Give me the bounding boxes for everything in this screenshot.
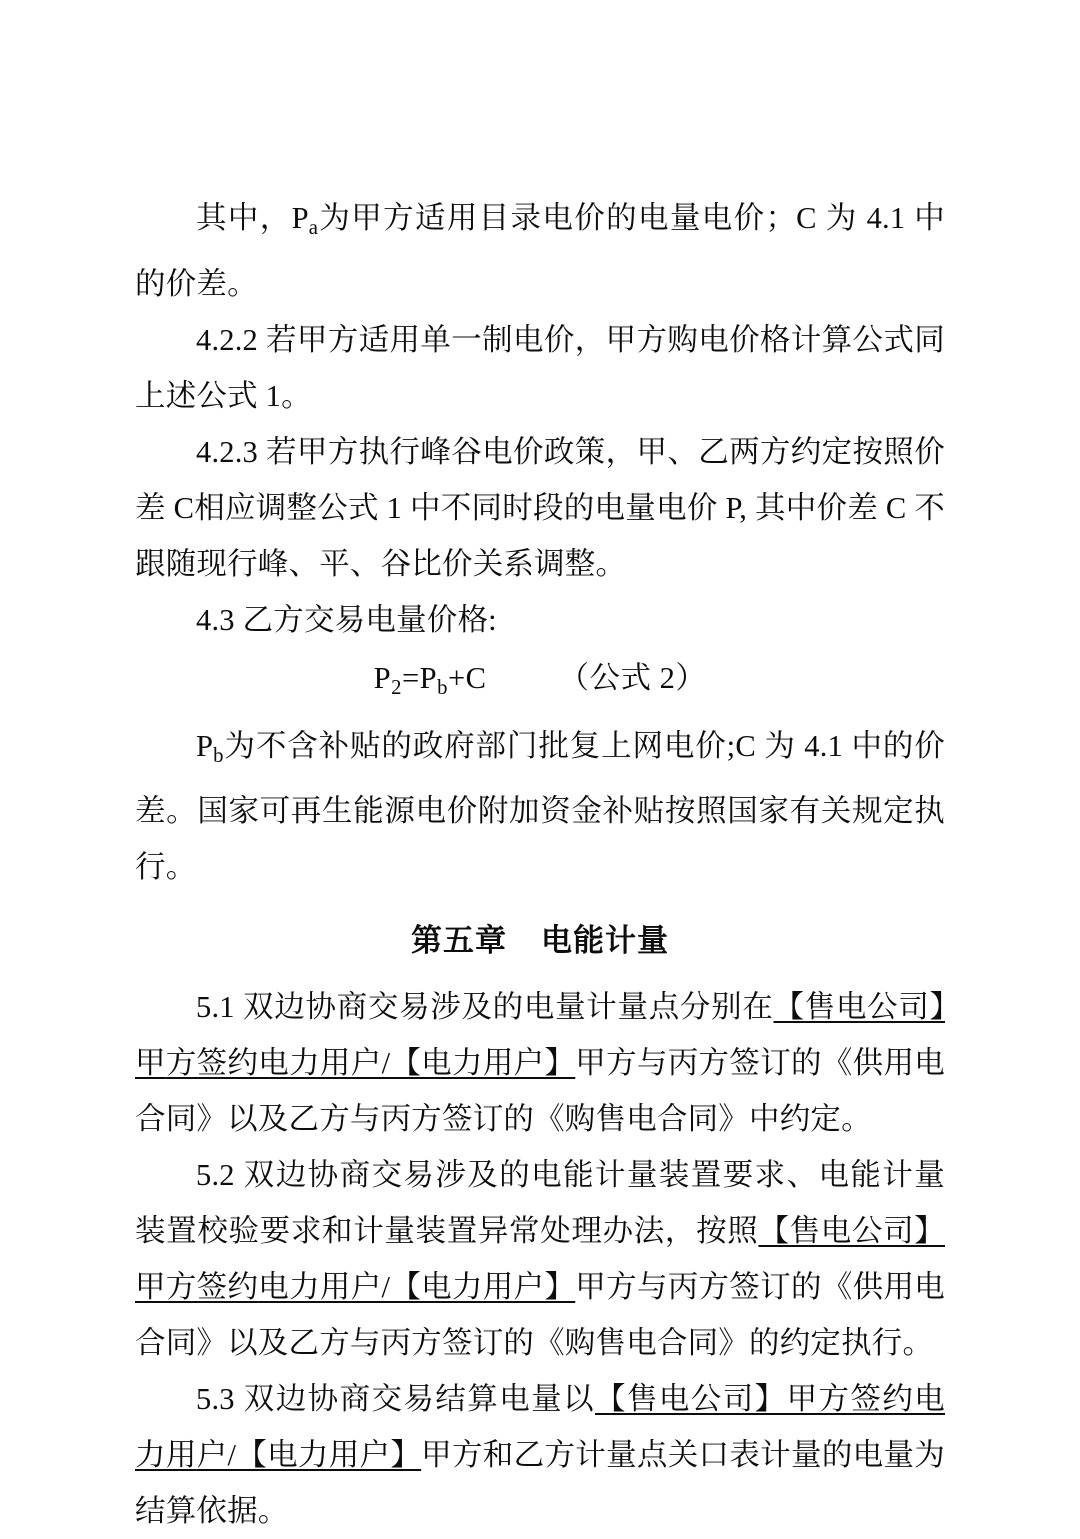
text-run: 相应调整公式 1 中不同时段的电量电价 P, 其中价差 C 不跟随现 <box>135 490 945 581</box>
text-run: 国家可再生能源电价附加资金补贴按照国家有关规定执行。 <box>135 794 945 885</box>
text-run: 4.2.3 若甲方执行峰谷电价政策，甲、乙两方约定按照价差 C <box>135 434 945 525</box>
chapter-number: 第五章 <box>411 923 507 959</box>
placeholder-underline: 【售电公司】甲方签约 <box>135 1214 945 1305</box>
text-run: 5.1 双边协商交易涉及的电量计量点分别在 <box>196 990 774 1025</box>
text-run: 5.2 双边协商交易涉及的电能计量装置要求、电能计量装置 <box>135 1158 945 1249</box>
document-body <box>135 190 945 1539</box>
text-run: +C <box>447 660 487 695</box>
subscript-b: b <box>213 744 224 767</box>
text-run: 甲方与丙方签订的《供用电合同》以及 <box>135 1270 945 1361</box>
text-run: 行峰、平、谷比价关系调整。 <box>227 546 627 581</box>
paragraph-formula1-note <box>135 190 945 312</box>
subscript-a: a <box>308 216 319 239</box>
clause-5-1 <box>135 979 945 1147</box>
placeholder-underline: 【售电公司】甲方签约电力用 <box>135 1382 946 1473</box>
formula-2 <box>135 650 945 716</box>
clause-5-2 <box>135 1147 945 1371</box>
placeholder-underline: 户/【电力用户】 <box>196 1438 422 1473</box>
text-run: 乙方与丙方签订的《购售电合同》的约定执行。 <box>288 1326 934 1361</box>
text-run: 为不含补贴的政府部门批复上网电价;C 为 4.1 中的价差。 <box>135 728 945 829</box>
placeholder-underline: 方签约电力用户/【电力用户】 <box>165 1046 576 1081</box>
text-run: 述公式 1。 <box>165 378 312 413</box>
placeholder-underline: 【售电公司】甲 <box>135 990 946 1081</box>
text-run: P <box>196 728 214 763</box>
text-run: 甲方与丙方签订的《供用电合同》 <box>135 1046 945 1137</box>
text-run: 为甲方适用目录电价的电量电价；C 为 4.1 中的价 <box>135 201 945 301</box>
clause-5-3 <box>135 1371 945 1539</box>
formula-label: （公式 2） <box>558 660 707 695</box>
text-run: 其中，P <box>196 201 309 235</box>
text-run: P <box>373 660 392 695</box>
paragraph-pb-note <box>135 718 945 896</box>
text-run: =P <box>401 660 438 695</box>
text-run: 甲方和乙方计量点关口表计量的电量为结算依 <box>135 1438 945 1529</box>
chapter-title-text: 电能计量 <box>541 923 669 959</box>
placeholder-underline: 电力用户/【电力用户】 <box>258 1270 576 1305</box>
paragraph-4-2-2 <box>135 312 945 424</box>
text-run: 以及乙方与丙方签订的《购售电合同》中约定。 <box>227 1102 872 1137</box>
paragraph-4-3 <box>135 592 945 648</box>
text-run: 差。 <box>196 266 258 301</box>
chapter-heading <box>135 913 945 969</box>
text-run: 据。 <box>227 1494 289 1529</box>
subscript-2: 2 <box>391 676 402 699</box>
text-run: 4.3 乙方交易电量价格: <box>196 602 497 637</box>
text-run: 5.3 双边协商交易结算电量以 <box>196 1382 596 1417</box>
text-run: 校验要求和计量装置异常处理办法，按照 <box>197 1214 759 1249</box>
text-run: 4.2.2 若甲方适用单一制电价，甲方购电价格计算公式同上 <box>135 322 945 413</box>
subscript-b: b <box>437 676 448 699</box>
paragraph-4-2-3 <box>135 424 945 592</box>
